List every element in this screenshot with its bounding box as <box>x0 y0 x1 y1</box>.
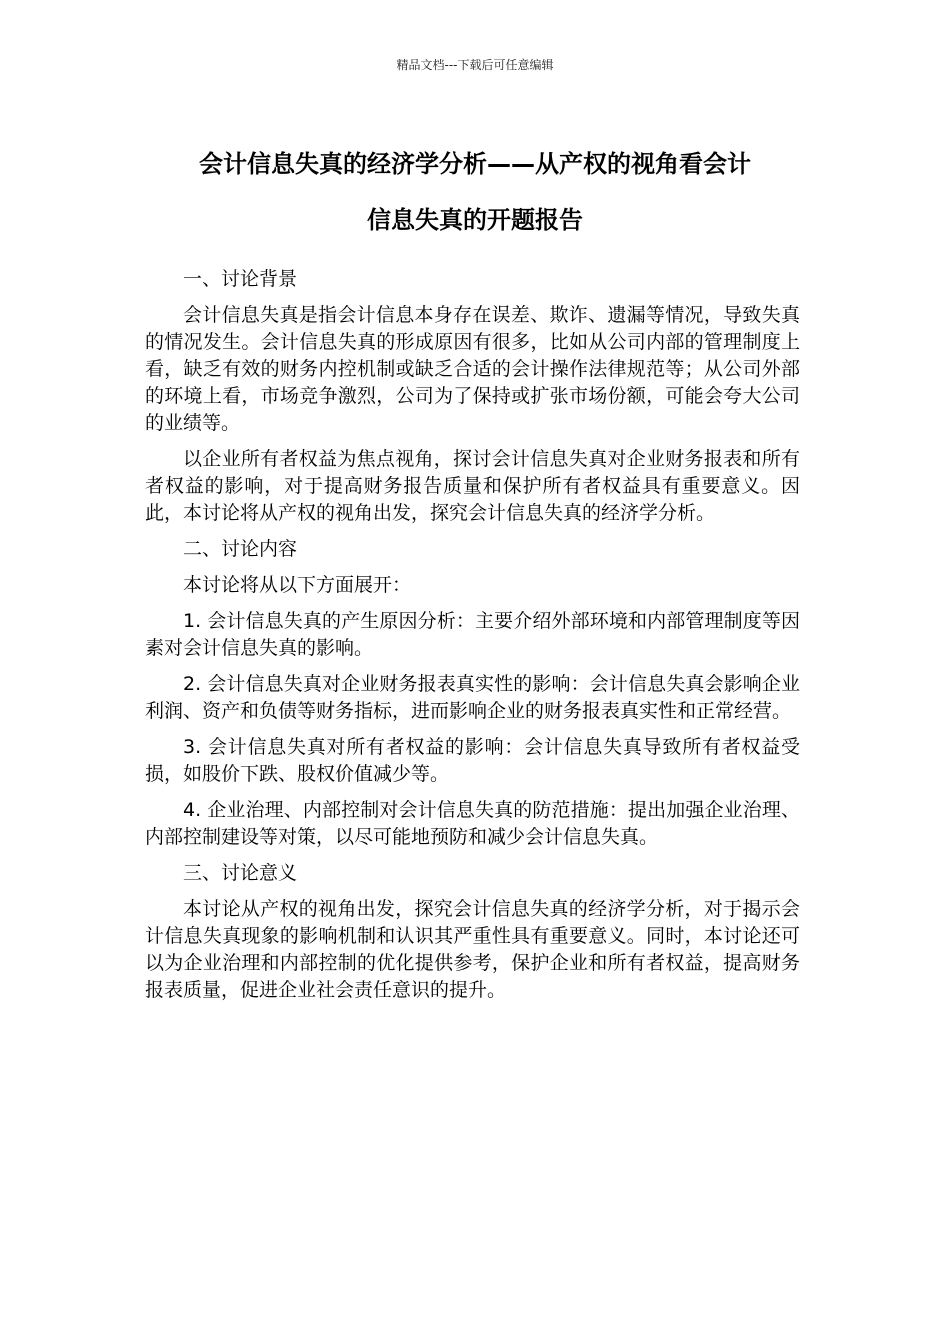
title-line-2: 信息失真的开题报告 <box>367 206 583 234</box>
page-header-note: 精品文档---下载后可任意编辑 <box>396 58 554 72</box>
list-item: 3. 会计信息失真对所有者权益的影响：会计信息失真导致所有者权益受损，如股价下跌、股权价值减少等。 <box>145 736 800 785</box>
paragraph-significance: 本讨论从产权的视角出发，探究会计信息失真的经济学分析，对于揭示会计信息失真现象的影响机制和认识其严重性具有重要意义。同时，本讨论还可以为企业治理和内部控制的优化提供参考，保护企业和所有者权益，提高财务报表质量，促进企业社会责任意识的提升。 <box>145 898 800 1001</box>
document-title <box>140 136 810 248</box>
list-item: 4. 企业治理、内部控制对会计信息失真的防范措施：提出加强企业治理、内部控制建设等对策，以尽可能地预防和减少会计信息失真。 <box>145 799 800 848</box>
list-item: 2. 会计信息失真对企业财务报表真实性的影响：会计信息失真会影响企业利润、资产和负债等财务指标，进而影响企业的财务报表真实性和正常经营。 <box>145 673 800 722</box>
section-heading-content: 二、讨论内容 <box>183 538 298 560</box>
section-heading-significance: 三、讨论意义 <box>183 862 298 884</box>
list-item: 1. 会计信息失真的产生原因分析：主要介绍外部环境和内部管理制度等因素对会计信息失真的影响。 <box>145 610 800 659</box>
paragraph-background-1: 会计信息失真是指会计信息本身存在误差、欺诈、遗漏等情况，导致失真的情况发生。会计信息失真的形成原因有很多，比如从公司内部的管理制度上看，缺乏有效的财务内控机制或缺乏合适的会计操作法律规范等；从公司外部的环境上看，市场竞争激烈，公司为了保持或扩张市场份额，可能会夸大公司的业绩等。 <box>145 304 800 434</box>
title-line-1: 会计信息失真的经济学分析——从产权的视角看会计 <box>199 150 751 178</box>
section-heading-background: 一、讨论背景 <box>183 268 298 290</box>
paragraph-background-2: 以企业所有者权益为焦点视角，探讨会计信息失真对企业财务报表和所有者权益的影响，对于提高财务报告质量和保护所有者权益具有重要意义。因此，本讨论将从产权的视角出发，探究会计信息失真的经济学分析。 <box>145 448 800 524</box>
paragraph-content-intro: 本讨论将从以下方面展开： <box>183 574 412 596</box>
document-body <box>145 266 800 1013</box>
